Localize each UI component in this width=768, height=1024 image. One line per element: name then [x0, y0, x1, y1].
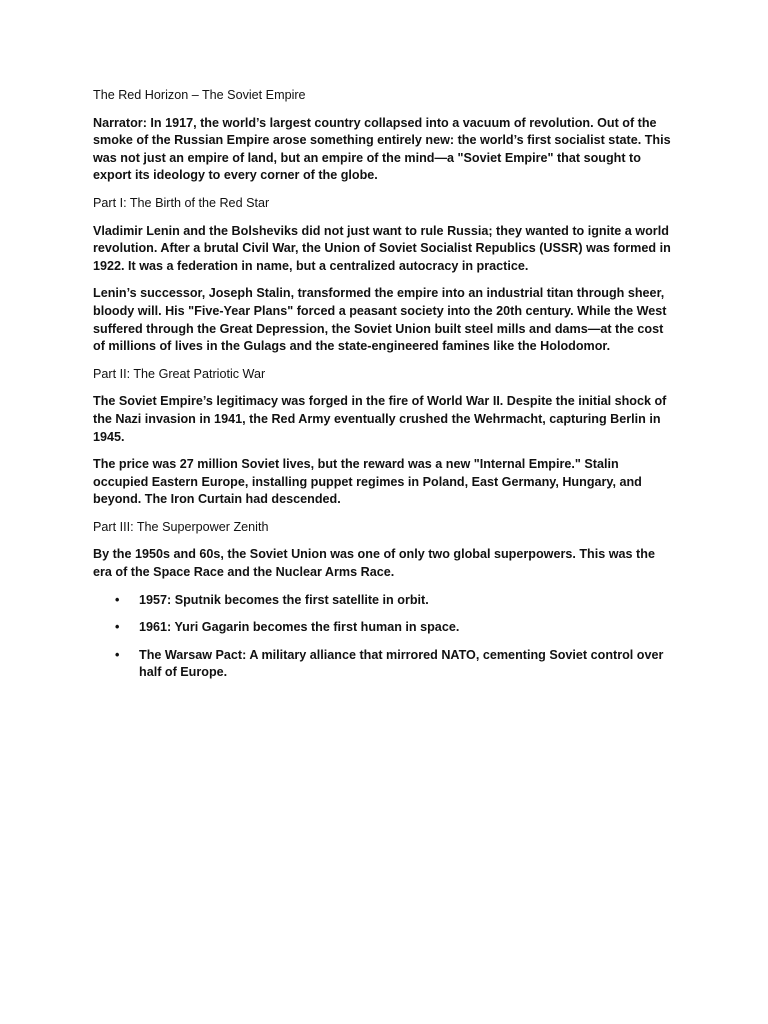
part-3-heading: Part III: The Superpower Zenith — [93, 519, 269, 534]
part-3-paragraph-1: By the 1950s and 60s, the Soviet Union was one of only two global superpowers. This was the era of the Space Race and the Nuclear Arms Race. — [93, 547, 655, 580]
bullet-icon: • — [115, 620, 120, 635]
list-item — [93, 592, 676, 610]
milestone-list — [93, 592, 676, 682]
bullet-icon: • — [115, 592, 120, 607]
document-title: The Red Horizon – The Soviet Empire — [93, 88, 306, 102]
part-1-paragraph-1: Vladimir Lenin and the Bolsheviks did not just want to rule Russia; they wanted to ignite a world revolution. After a brutal Civil War, the Union of Soviet Socialist Republics (USSR) was formed in 1922. It was a federation in name, but a centralized autocracy in practice. — [93, 223, 671, 273]
list-item-text: 1961: Yuri Gagarin becomes the first human in space. — [139, 620, 460, 635]
intro-paragraph: Narrator: In 1917, the world’s largest country collapsed into a vacuum of revolution. Out of the smoke of the Russian Empire arose something entirely new: the world’s first socialist state. This was not just an empire of land, but an empire of the mind—a "Soviet Empire" that sought to export its ideology to every corner of the globe. — [93, 115, 671, 183]
part-2-paragraph-1: The Soviet Empire’s legitimacy was forged in the fire of World War II. Despite the initial shock of the Nazi invasion in 1941, the Red Army eventually crushed the Wehrmacht, capturing Berlin in 1945. — [93, 394, 667, 444]
list-item-text: The Warsaw Pact: A military alliance that mirrored NATO, cementing Soviet control over half of Europe. — [139, 647, 664, 680]
part-1-paragraph-2: Lenin’s successor, Joseph Stalin, transformed the empire into an industrial titan through sheer, bloody will. His "Five-Year Plans" forced a peasant society into the 20th century. While the West suffered through the Great Depression, the Soviet Union built steel mills and dams—at the cost of millions of lives in the Gulags and the state-engineered famines like the Holodomor. — [93, 286, 667, 354]
part-2-paragraph-2: The price was 27 million Soviet lives, but the reward was a new "Internal Empire." Stalin occupied Eastern Europe, installing puppet regimes in Poland, East Germany, Hungary, and beyond. The Iron Curtain had descended. — [93, 457, 642, 507]
list-item — [93, 647, 676, 682]
part-2-heading: Part II: The Great Patriotic War — [93, 366, 266, 381]
bullet-icon: • — [115, 647, 120, 662]
part-1-heading: Part I: The Birth of the Red Star — [93, 195, 270, 210]
list-item — [93, 619, 676, 637]
list-item-text: 1957: Sputnik becomes the first satellite in orbit. — [139, 592, 429, 607]
